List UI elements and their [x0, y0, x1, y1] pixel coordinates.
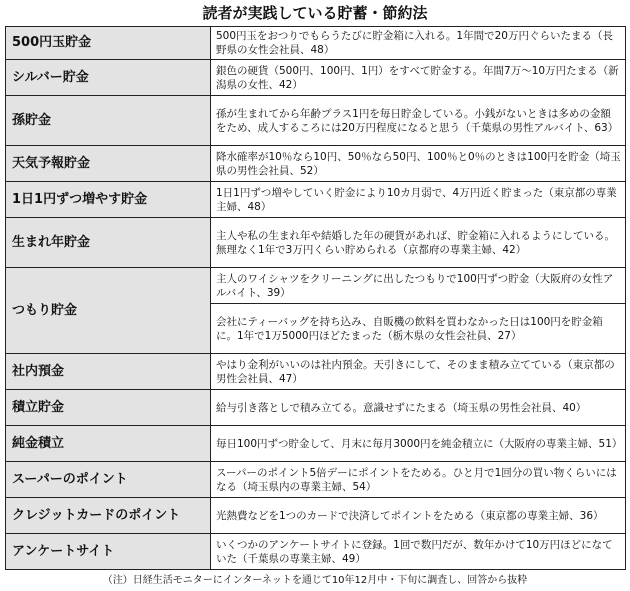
- category-cell: 積立貯金: [6, 390, 211, 426]
- category-cell: 社内預金: [6, 354, 211, 390]
- description-cell: いくつかのアンケートサイトに登録。1回で数円だが、数年かけて10万円ほどになていた（千葉県の専業主婦、49）: [211, 534, 626, 570]
- description-cell: 主人や私の生まれ年や結婚した年の硬貨があれば、貯金箱に入れるようにしている。無理なく1年で3万円くらい貯められる（京都府の専業主婦、42）: [211, 218, 626, 268]
- category-cell: シルバー貯金: [6, 60, 211, 96]
- category-cell: つもり貯金: [6, 268, 211, 354]
- description-cell: やはり金利がいいのは社内預金。天引きにして、そのまま積み立てている（東京都の男性会社員、47）: [211, 354, 626, 390]
- table-row: [6, 218, 626, 268]
- description-cell: 降水確率が10％なら10円、50％なら50円、100％と0％のときは100円を貯金（埼玉県の男性会社員、52）: [211, 146, 626, 182]
- table-row: [6, 27, 626, 60]
- category-cell: 500円玉貯金: [6, 27, 211, 60]
- description-cell: 銀色の硬貨（500円、100円、1円）をすべて貯金する。年間7万～10万円たまる（新潟県の女性、42）: [211, 60, 626, 96]
- category-cell: スーパーのポイント: [6, 462, 211, 498]
- page-title: 読者が実践している貯蓄・節約法: [202, 4, 428, 22]
- category-cell: 孫貯金: [6, 96, 211, 146]
- description-cell: 1日1円ずつ増やしていく貯金により10カ月弱で、4万円近く貯まった（東京都の専業主婦、48）: [211, 182, 626, 218]
- category-cell: 生まれ年貯金: [6, 218, 211, 268]
- description-cell: 孫が生まれてから年齢プラス1円を毎日貯金している。小銭がないときは多めの金額をため、成人するころには20万円程度になると思う（千葉県の男性アルバイト、63）: [211, 96, 626, 146]
- description-cell: 500円玉をおつりでもらうたびに貯金箱に入れる。1年間で20万円ぐらいたまる（長野県の女性会社員、48）: [211, 27, 626, 60]
- table-row: [6, 534, 626, 570]
- footnote: （注）日経生活モニターにインターネットを通じて10年12月中・下旬に調査し、回答から抜粋: [102, 575, 528, 586]
- savings-table: [5, 26, 626, 570]
- description-cell: 主人のワイシャツをクリーニングに出したつもりで100円ずつ貯金（大阪府の女性アルバイト、39）: [211, 268, 626, 304]
- category-cell: アンケートサイト: [6, 534, 211, 570]
- table-row: [6, 390, 626, 426]
- description-cell: 光熱費などを1つのカードで決済してポイントをためる（東京都の専業主婦、36）: [211, 498, 626, 534]
- description-cell: 毎日100円ずつ貯金して、月末に毎月3000円を純金積立に（大阪府の専業主婦、51）: [211, 426, 626, 462]
- description-cell: 会社にティーバッグを持ち込み、自販機の飲料を買わなかった日は100円を貯金箱に。1年で1万5000円ほどたまった（栃木県の女性会社員、27）: [211, 304, 626, 354]
- table-row: [6, 354, 626, 390]
- table-row: [6, 426, 626, 462]
- category-cell: 1日1円ずつ増やす貯金: [6, 182, 211, 218]
- table-row: [6, 498, 626, 534]
- table-row: [6, 60, 626, 96]
- table-row: [6, 146, 626, 182]
- table-row: [6, 268, 626, 304]
- category-cell: クレジットカードのポイント: [6, 498, 211, 534]
- table-row: [6, 462, 626, 498]
- table-row: [6, 96, 626, 146]
- category-cell: 純金積立: [6, 426, 211, 462]
- description-cell: 給与引き落としで積み立てる。意識せずにたまる（埼玉県の男性会社員、40）: [211, 390, 626, 426]
- table-row: [6, 182, 626, 218]
- description-cell: スーパーのポイント5倍デーにポイントをためる。ひと月で1回分の買い物くらいにはなる（埼玉県内の専業主婦、54）: [211, 462, 626, 498]
- category-cell: 天気予報貯金: [6, 146, 211, 182]
